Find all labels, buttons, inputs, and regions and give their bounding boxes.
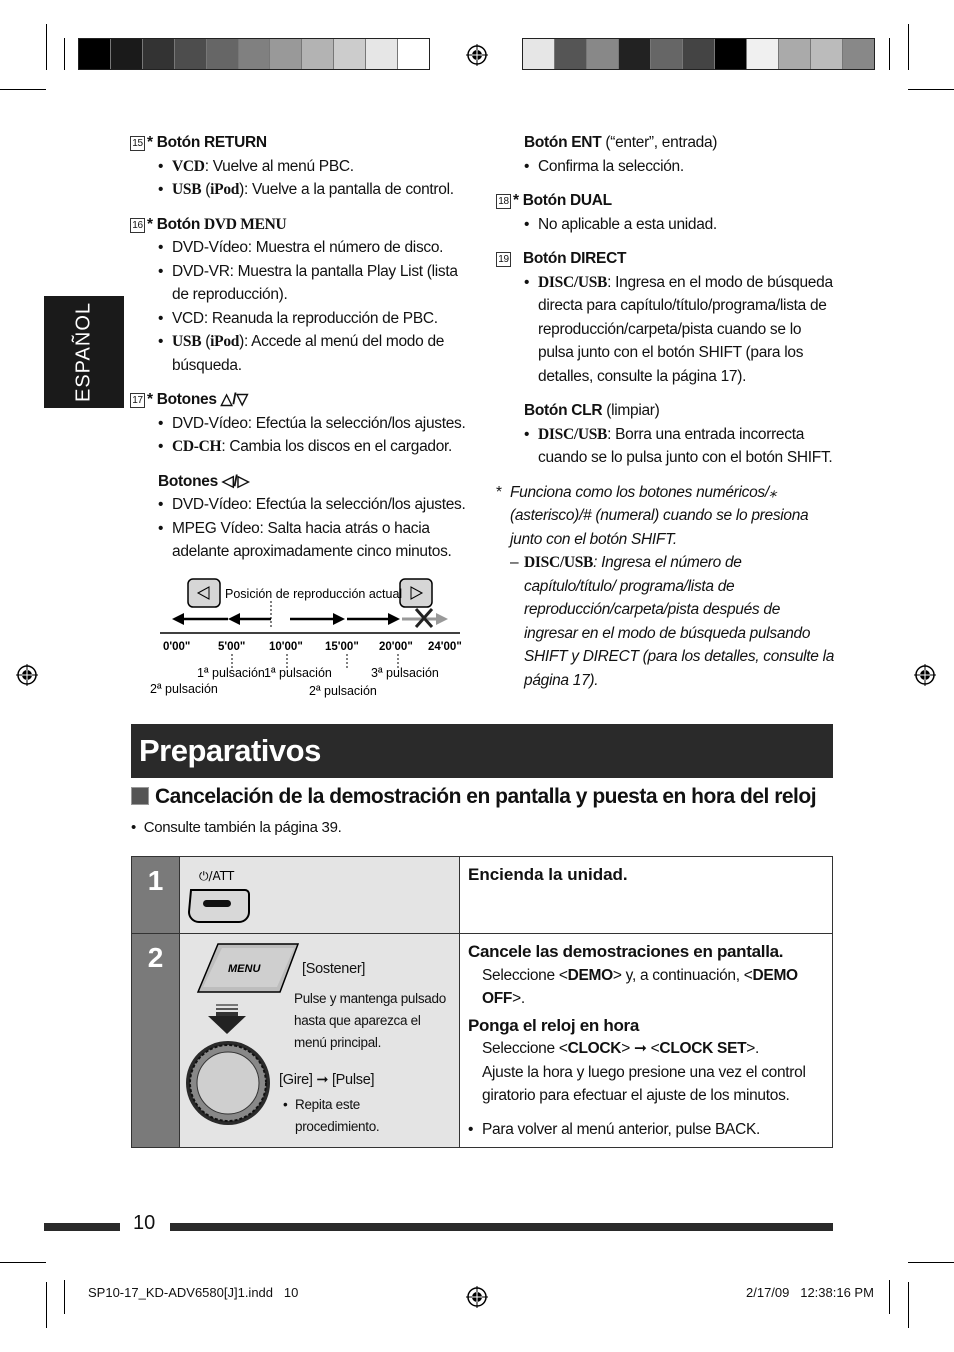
color-swatch: [619, 39, 651, 69]
slug-file: SP10-17_KD-ADV6580[J]1.indd 10: [88, 1285, 299, 1300]
list-item: • DISC/USB: Ingresa en el modo de búsqueda directa para capítulo/título/programa/lista de reproducción/carpeta/pista cuando se lo pulsa junto con el botón SHIFT (para los detalles, consulte la página 17).: [524, 271, 836, 389]
crop-mark: [889, 38, 890, 70]
time-label: 5'00": [218, 641, 246, 653]
section-dvd-menu: 16 * Botón DVD MENU • DVD-Vídeo: Muestra el número de disco. • DVD-VR: Muestra la pantalla Play List (lista de reproducción). • VCD: Reanuda la reproducción de PBC. • USB (iPod): Accede al menú del modo de búsqueda.: [130, 213, 470, 378]
section-heading: * Botón RETURN: [147, 134, 267, 151]
color-swatch: [555, 39, 587, 69]
crop-mark: [908, 1282, 909, 1328]
step-instruction: Ajuste la hora y luego presione una vez el control giratorio para efectuar el ajuste de los minutos.: [482, 1063, 806, 1104]
color-swatch: [683, 39, 715, 69]
section-title: Cancelación de la demostración en pantalla y puesta en hora del reloj: [131, 785, 816, 809]
hold-label: [Sostener]: [302, 961, 366, 977]
color-swatch: [779, 39, 811, 69]
power-button-icon: [181, 858, 458, 927]
steps-table: [131, 856, 833, 1148]
color-swatch: [715, 39, 747, 69]
crop-mark: [64, 38, 65, 70]
color-swatch: [843, 39, 874, 69]
footer-rule: [44, 1223, 120, 1231]
section-up-down: 17 * Botones △/▽ • DVD-Vídeo: Efectúa la selección/los ajustes. • CD-CH: Cambia los discos en el cargador.: [130, 388, 470, 459]
color-swatch: [523, 39, 555, 69]
color-swatch: [175, 39, 207, 69]
list-item: • Para volver al menú anterior, pulse BACK.: [468, 1118, 824, 1142]
color-swatch: [207, 39, 239, 69]
next-button-icon: [400, 579, 432, 607]
section-dual: 18 * Botón DUAL • No aplicable a esta unidad.: [496, 189, 836, 236]
time-label: 0'00": [163, 641, 191, 653]
svg-text:MENU: MENU: [228, 963, 261, 975]
item-number: 19: [496, 252, 511, 267]
section-return: [130, 131, 470, 202]
slug-date: 2/17/09 12:38:16 PM: [746, 1285, 874, 1300]
color-swatch: [239, 39, 271, 69]
step-number: 2: [132, 934, 180, 1148]
list-item: • DVD-Vídeo: Efectúa la selección/los ajustes.: [158, 412, 470, 436]
color-swatch: [398, 39, 429, 69]
down-arrow-icon: [208, 1004, 246, 1034]
color-bar-right: [522, 38, 875, 70]
list-item: • USB (iPod): Accede al menú del modo de búsqueda.: [158, 330, 470, 377]
time-label: 24'00": [428, 641, 462, 653]
press-label: 2ª pulsación: [309, 684, 377, 698]
step-illustration: [180, 857, 460, 934]
crop-mark: [908, 24, 909, 70]
step-title: Encienda la unidad.: [468, 865, 628, 884]
color-swatch: [111, 39, 143, 69]
step-subtitle: Ponga el reloj en hora: [468, 1015, 639, 1035]
item-number: 18: [496, 194, 511, 209]
color-swatch: [366, 39, 398, 69]
color-swatch: [302, 39, 334, 69]
svg-text:⏻/ATT: ⏻/ATT: [199, 869, 235, 883]
crop-mark: [889, 1280, 890, 1314]
step-instruction: Seleccione <CLOCK> ➞ <CLOCK SET>.: [482, 1040, 760, 1057]
section-left-right: Botones ◁/▷ • DVD-Vídeo: Efectúa la selección/los ajustes. • MPEG Vídeo: Salta hacia atrás o hacia adelante aproximadamente cinco minutos.: [158, 470, 470, 564]
list-item: • VCD: Reanuda la reproducción de PBC.: [158, 307, 470, 331]
color-swatch: [143, 39, 175, 69]
square-bullet-icon: [131, 787, 149, 805]
press-label: 1ª pulsación: [197, 666, 265, 680]
left-column: [130, 131, 470, 575]
press-label: 1ª pulsación: [264, 666, 332, 680]
color-bar-left: [78, 38, 430, 70]
prev-button-icon: [188, 579, 220, 607]
hold-note: Pulse y mantenga pulsado hasta que aparezca el menú principal.: [294, 991, 446, 1050]
list-item: • MPEG Vídeo: Salta hacia atrás o hacia adelante aproximadamente cinco minutos.: [158, 517, 470, 564]
repeat-note: • Repita este procedimiento.: [283, 1097, 380, 1134]
list-item: • VCD: Vuelve al menú PBC.: [158, 155, 470, 179]
list-item: • No aplicable a esta unidad.: [524, 213, 836, 237]
step-number: 1: [132, 857, 180, 934]
skip-diagram: [140, 575, 480, 705]
press-label: 3ª pulsación: [371, 666, 439, 680]
list-item: • DISC/USB: Borra una entrada incorrecta cuando se lo pulsa junto con el botón SHIFT.: [524, 423, 836, 470]
crop-mark: [46, 1282, 47, 1328]
crop-mark: [908, 89, 954, 90]
list-item: • USB (iPod): Vuelve a la pantalla de control.: [158, 178, 470, 202]
see-also-note: • Consulte también la página 39.: [131, 819, 342, 836]
color-swatch: [811, 39, 843, 69]
item-number: 16: [130, 218, 145, 233]
step-instruction: Seleccione <DEMO> y, a continuación, <DEMO OFF>.: [482, 966, 798, 1007]
dial-note: [Gire] ➞ [Pulse]: [279, 1072, 375, 1088]
list-item: • CD-CH: Cambia los discos en el cargador.: [158, 435, 470, 459]
footnote: * Funciona como los botones numéricos/⁎ (asterisco)/# (numeral) cuando se lo presiona junto con el botón SHIFT. – DISC/USB: Ingresa el número de capítulo/título/ programa/lista de reproducción/carpeta/pista después de ingresar en el modo de búsqueda pulsando SHIFT y DIRECT (para los detalles, consulte la página 17).: [496, 483, 835, 689]
item-number: 15: [130, 136, 145, 151]
color-swatch: [79, 39, 111, 69]
registration-mark-icon: [466, 44, 488, 66]
crop-mark: [908, 1262, 954, 1263]
crop-mark: [46, 24, 47, 70]
section-direct: 19 Botón DIRECT • DISC/USB: Ingresa en el modo de búsqueda directa para capítulo/título/programa/lista de reproducción/carpeta/pista cuando se lo pulsa junto con el botón SHIFT (para los detalles, consulte la página 17).: [496, 247, 836, 388]
press-label: 2ª pulsación: [150, 682, 218, 696]
section-clr: Botón CLR (limpiar) • DISC/USB: Borra una entrada incorrecta cuando se lo pulsa junto con el botón SHIFT.: [524, 399, 836, 470]
color-swatch: [587, 39, 619, 69]
registration-mark-icon: [914, 664, 936, 686]
color-swatch: [747, 39, 779, 69]
language-tab-label: ESPAÑOL: [72, 302, 95, 402]
step-title: Cancele las demostraciones en pantalla.: [468, 942, 784, 961]
crop-mark: [0, 1262, 46, 1263]
color-swatch: [334, 39, 366, 69]
list-item: • Confirma la selección.: [524, 155, 836, 179]
time-label: 20'00": [379, 641, 413, 653]
list-item: • DVD-VR: Muestra la pantalla Play List (lista de reproducción).: [158, 260, 470, 307]
time-label: 10'00": [269, 641, 303, 653]
color-swatch: [270, 39, 302, 69]
item-number: 17: [130, 393, 145, 408]
color-swatch: [651, 39, 683, 69]
crop-mark: [64, 1280, 65, 1314]
section-ent: Botón ENT (“enter”, entrada) • Confirma la selección.: [524, 131, 836, 178]
crop-mark: [0, 89, 46, 90]
list-item: • DVD-Vídeo: Muestra el número de disco.: [158, 236, 470, 260]
footer-rule: [170, 1223, 833, 1231]
registration-mark-icon: [466, 1286, 488, 1308]
list-item: • DVD-Vídeo: Efectúa la selección/los ajustes.: [158, 493, 470, 517]
registration-mark-icon: [16, 664, 38, 686]
time-label: 15'00": [325, 641, 359, 653]
page-number: 10: [133, 1212, 156, 1234]
dial-icon: [186, 1041, 270, 1125]
diagram-caption: Posición de reproducción actual: [225, 587, 403, 601]
right-column: [496, 131, 836, 692]
step-illustration: [180, 934, 460, 1148]
page-title: Preparativos: [131, 724, 833, 778]
